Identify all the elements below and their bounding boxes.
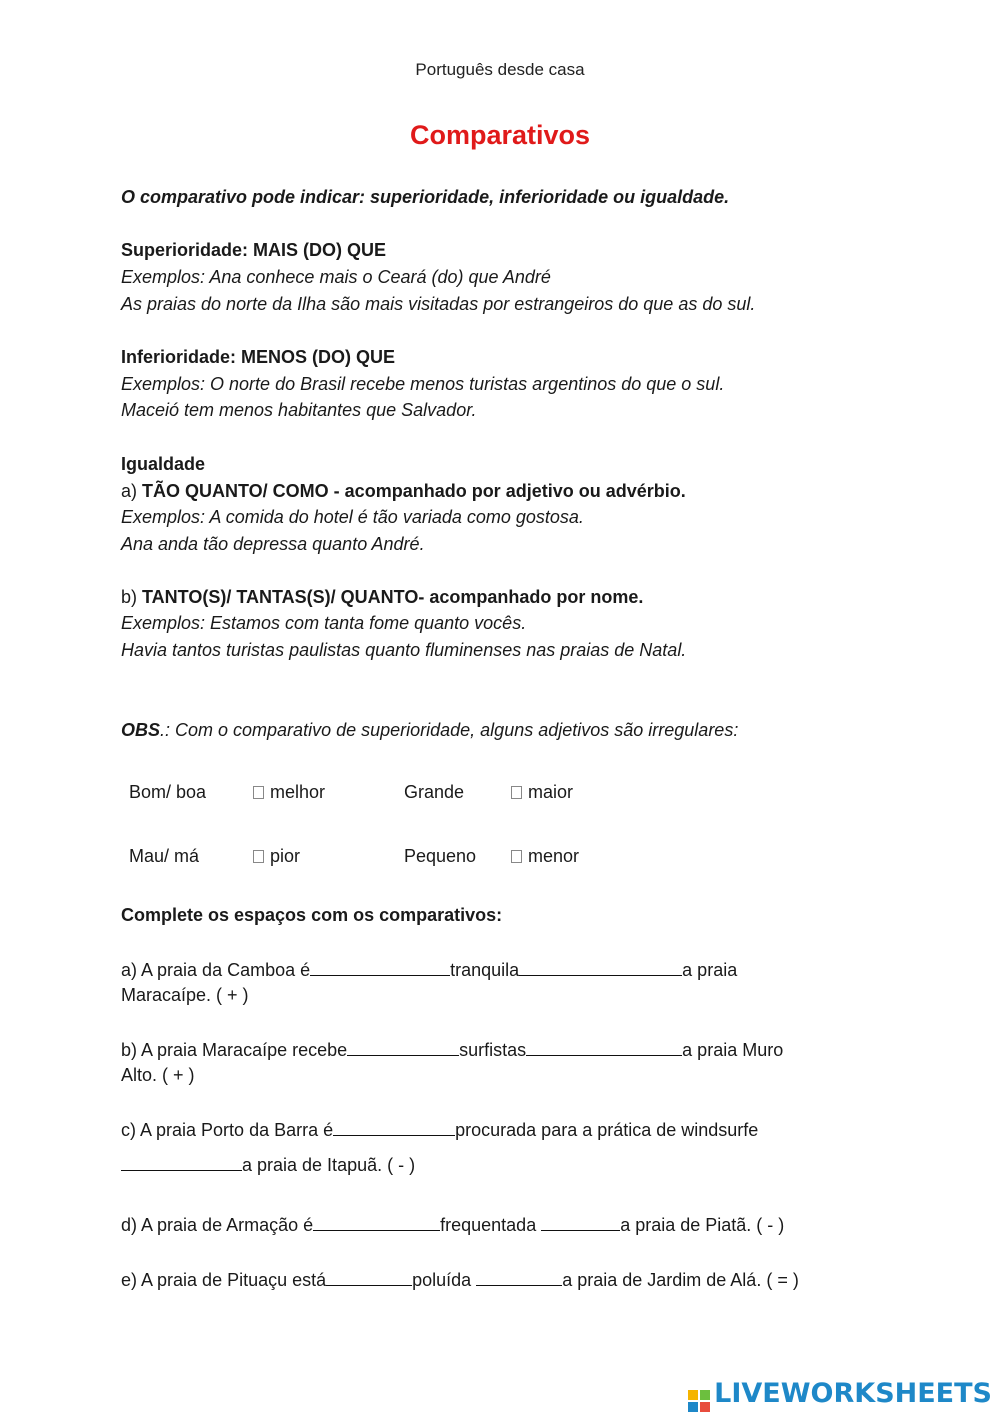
exercise-a-line-2: Maracaípe. ( + ) xyxy=(121,985,249,1005)
blank-input[interactable] xyxy=(333,1117,455,1136)
rule-a-prefix: a) xyxy=(121,481,143,501)
blank-input[interactable] xyxy=(313,1212,440,1231)
exercise-b-line-2: Alto. ( + ) xyxy=(121,1065,195,1085)
exercise-a-text-3: a praia xyxy=(682,960,738,980)
blank-input[interactable] xyxy=(347,1037,459,1056)
obs-note xyxy=(121,719,738,741)
irregular-pior-text: pior xyxy=(270,846,301,866)
rule-a-text: TÃO QUANTO/ COMO - acompanhado por adjetivo ou advérbio. xyxy=(142,481,686,501)
liveworksheets-icon xyxy=(688,1390,710,1412)
arrow-icon xyxy=(511,850,522,863)
blank-input[interactable] xyxy=(519,957,682,976)
igualdade-a-example-1: Exemplos: A comida do hotel é tão variada como gostosa. xyxy=(121,507,584,527)
irregular-grande: Grande xyxy=(404,782,465,802)
exercise-e-text-3: a praia de Jardim de Alá. ( = ) xyxy=(562,1270,799,1290)
blank-input[interactable] xyxy=(310,957,450,976)
exercise-d-text-3: a praia de Piatã. ( - ) xyxy=(620,1215,785,1235)
blank-input[interactable] xyxy=(476,1267,562,1286)
arrow-icon xyxy=(253,786,264,799)
exercise-c-line-2 xyxy=(121,1152,415,1176)
rule-b-prefix: b) xyxy=(121,587,143,607)
exercise-b-text-1: b) A praia Maracaípe recebe xyxy=(121,1040,348,1060)
irregular-melhor-text: melhor xyxy=(270,782,326,802)
page-title: Comparativos xyxy=(409,120,591,150)
exercise-a-line-1 xyxy=(121,957,737,981)
exercise-b-line-1 xyxy=(121,1037,783,1061)
exercise-d-text-2: frequentada xyxy=(440,1215,542,1235)
irregular-maior-text: maior xyxy=(528,782,574,802)
arrow-icon xyxy=(511,786,522,799)
inferioridade-heading: Inferioridade: MENOS (DO) QUE xyxy=(121,347,396,367)
exercise-c-text-3: a praia de Itapuã. ( - ) xyxy=(242,1155,416,1175)
inferioridade-example-2: Maceió tem menos habitantes que Salvador. xyxy=(121,400,477,420)
intro-text: O comparativo pode indicar: superioridade, inferioridade ou igualdade. xyxy=(121,187,730,207)
blank-input[interactable] xyxy=(526,1037,682,1056)
irregular-melhor xyxy=(253,782,325,803)
exercise-e-text-2: poluída xyxy=(412,1270,477,1290)
blank-input[interactable] xyxy=(121,1152,242,1171)
igualdade-b-example-2: Havia tantos turistas paulistas quanto fluminenses nas praias de Natal. xyxy=(121,640,687,660)
exercise-c-text-1: c) A praia Porto da Barra é xyxy=(121,1120,334,1140)
blank-input[interactable] xyxy=(326,1267,412,1286)
exercise-b-text-3: a praia Muro xyxy=(682,1040,784,1060)
exercise-a-text-1: a) A praia da Camboa é xyxy=(121,960,311,980)
irregular-mau: Mau/ má xyxy=(129,846,200,866)
exercise-e-line xyxy=(121,1267,799,1291)
exercise-e-text-1: e) A praia de Pituaçu está xyxy=(121,1270,327,1290)
irregular-pior xyxy=(253,846,300,867)
exercise-b-text-2: surfistas xyxy=(459,1040,527,1060)
exercise-heading: Complete os espaços com os comparativos: xyxy=(121,905,503,925)
irregular-pequeno: Pequeno xyxy=(404,846,477,866)
page-header: Português desde casa xyxy=(415,60,585,79)
superioridade-heading: Superioridade: MAIS (DO) QUE xyxy=(121,240,387,260)
exercise-c-line-1 xyxy=(121,1117,758,1141)
exercise-a-text-2: tranquila xyxy=(450,960,520,980)
blank-input[interactable] xyxy=(541,1212,620,1231)
liveworksheets-logo xyxy=(688,1378,992,1412)
irregular-menor xyxy=(511,846,579,867)
exercise-d-line xyxy=(121,1212,784,1236)
superioridade-example-1: Exemplos: Ana conhece mais o Ceará (do) que André xyxy=(121,267,551,287)
irregular-menor-text: menor xyxy=(528,846,580,866)
obs-label: OBS xyxy=(121,720,161,740)
arrow-icon xyxy=(253,850,264,863)
obs-text: .: Com o comparativo de superioridade, alguns adjetivos são irregulares: xyxy=(160,720,739,740)
igualdade-rule-b xyxy=(121,586,643,608)
logo-text: LIVEWORKSHEETS xyxy=(714,1378,992,1409)
exercise-d-text-1: d) A praia de Armação é xyxy=(121,1215,314,1235)
igualdade-b-example-1: Exemplos: Estamos com tanta fome quanto vocês. xyxy=(121,613,527,633)
rule-b-text: TANTO(S)/ TANTAS(S)/ QUANTO- acompanhado por nome. xyxy=(142,587,644,607)
superioridade-example-2: As praias do norte da Ilha são mais visitadas por estrangeiros do que as do sul. xyxy=(121,294,756,314)
inferioridade-example-1: Exemplos: O norte do Brasil recebe menos turistas argentinos do que o sul. xyxy=(121,374,725,394)
exercise-c-text-2: procurada para a prática de windsurfe xyxy=(455,1120,759,1140)
irregular-maior xyxy=(511,782,573,803)
igualdade-heading: Igualdade xyxy=(121,454,206,474)
igualdade-a-example-2: Ana anda tão depressa quanto André. xyxy=(121,534,425,554)
irregular-bom: Bom/ boa xyxy=(129,782,207,802)
igualdade-rule-a xyxy=(121,480,686,502)
